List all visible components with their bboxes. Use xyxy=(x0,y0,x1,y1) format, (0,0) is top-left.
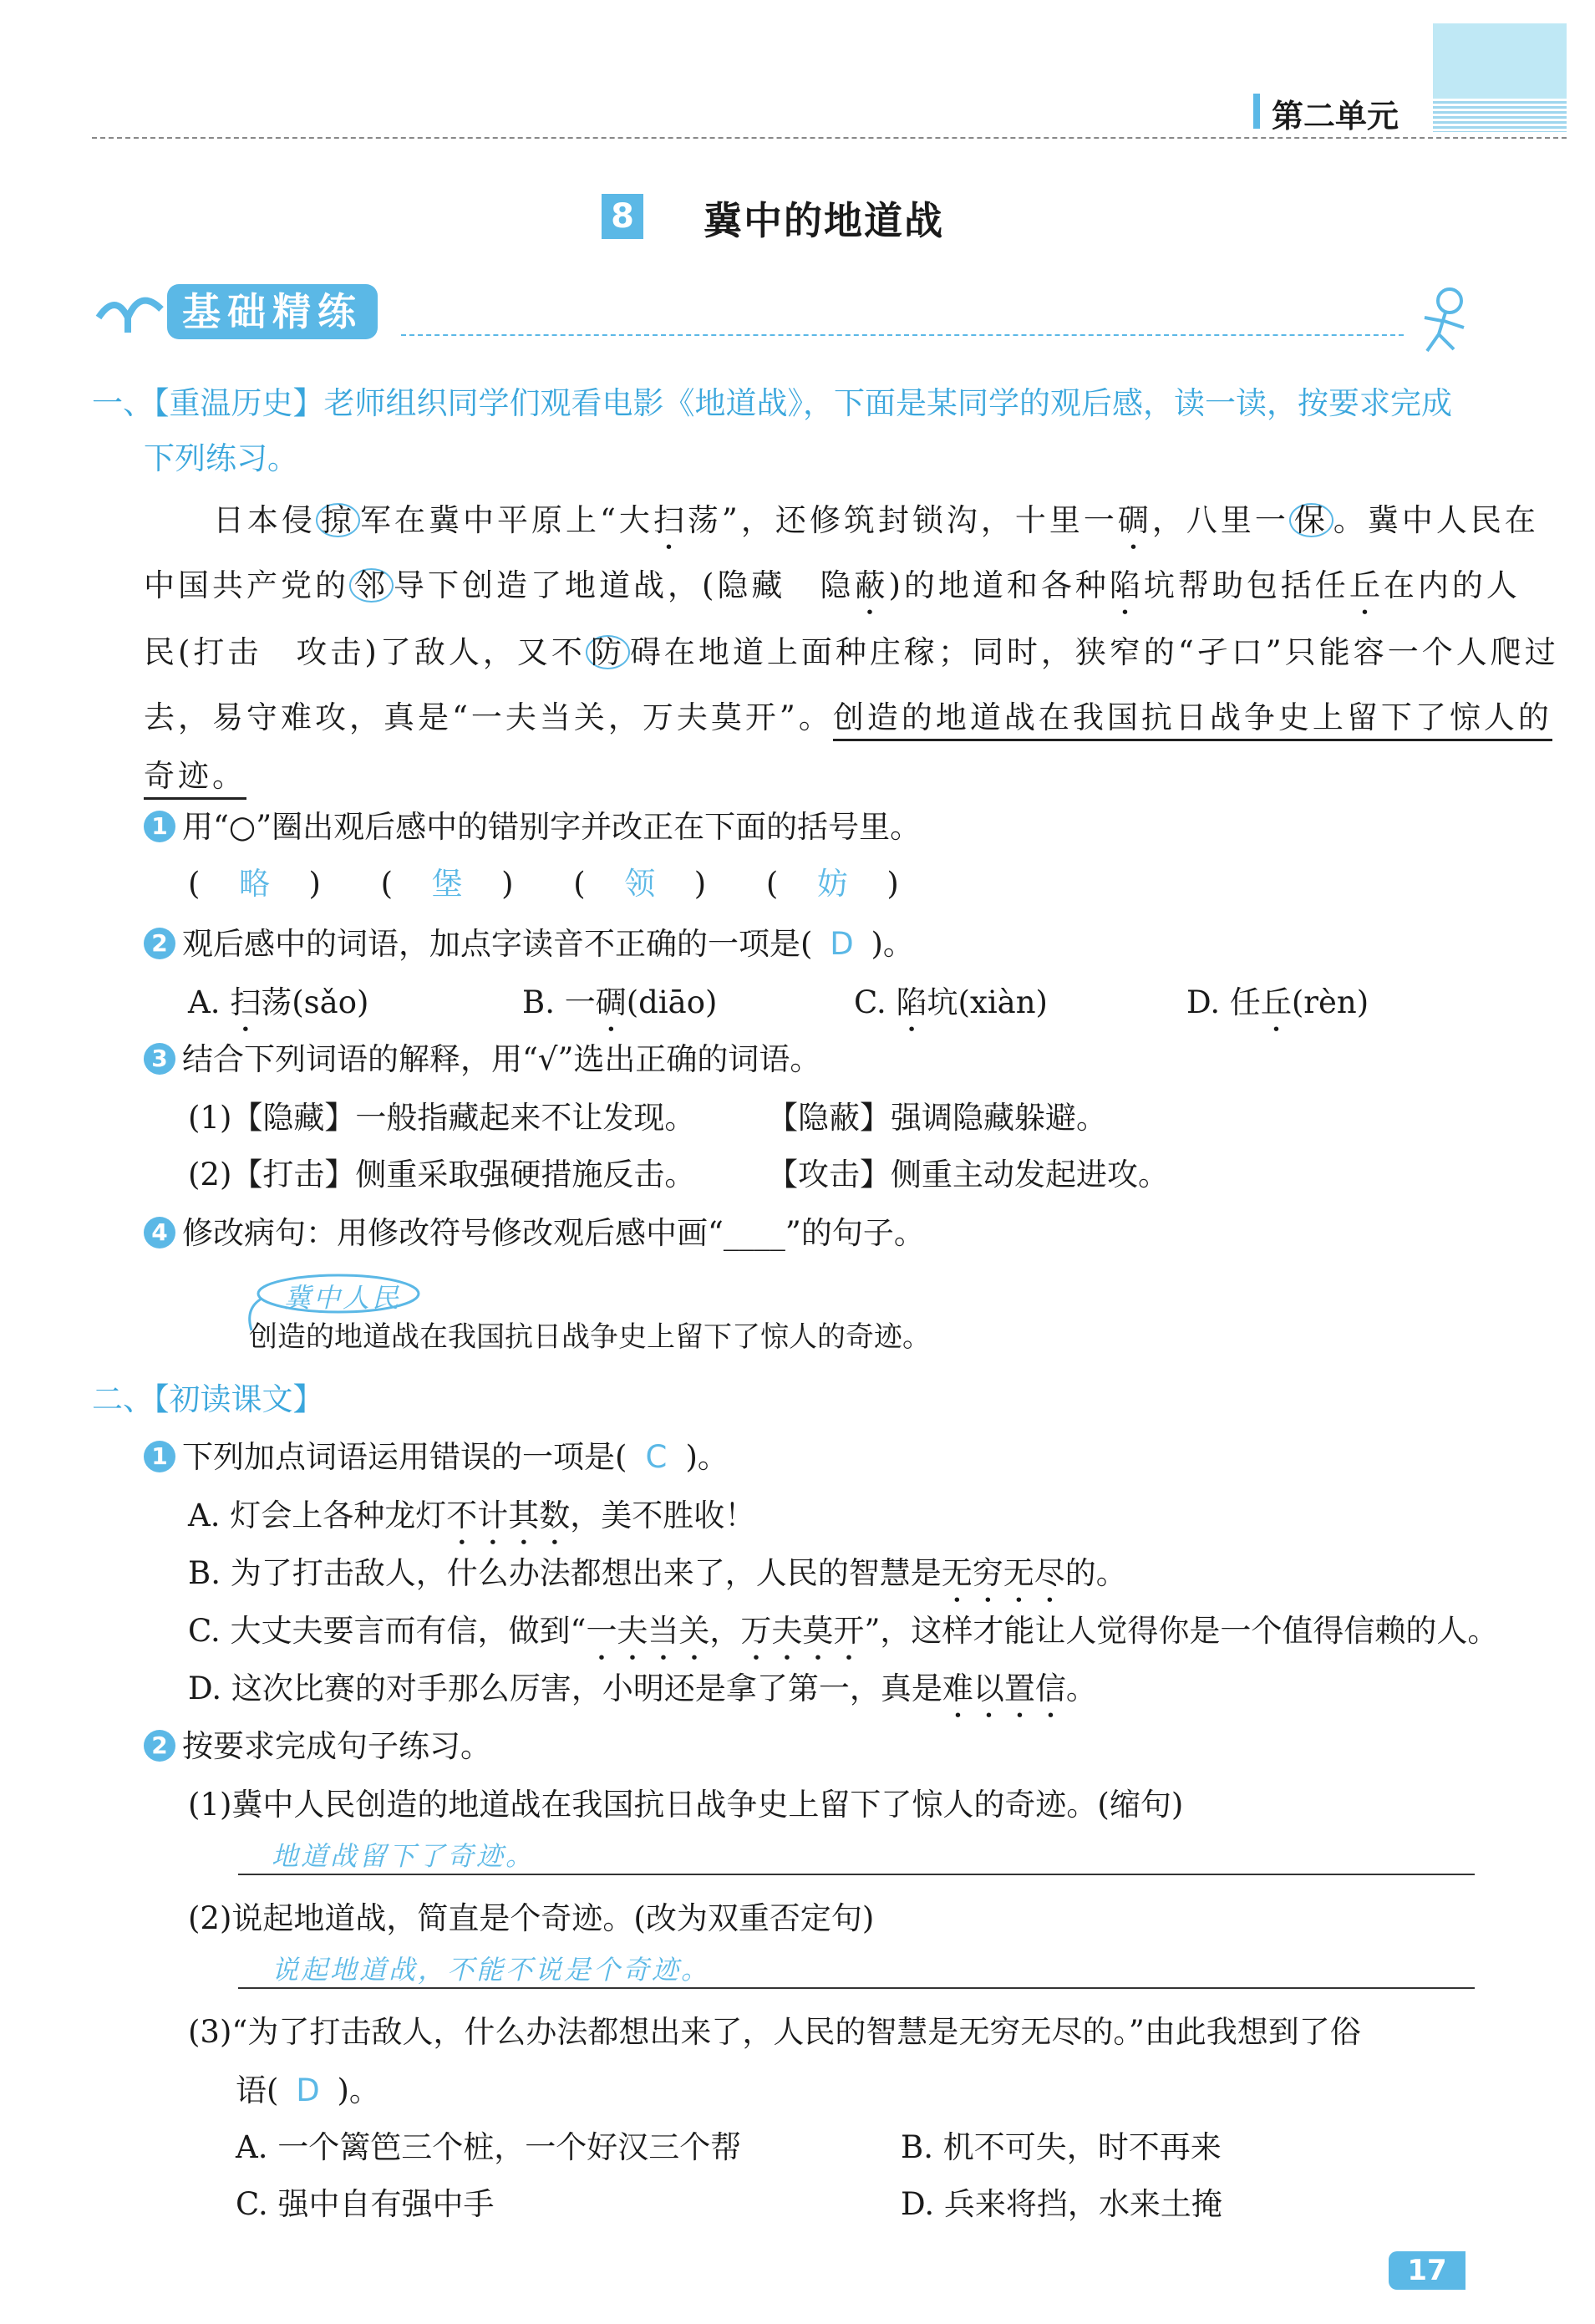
q2-s2: 2 按要求完成句子练习。 xyxy=(144,1723,491,1770)
q2-heading: 二、【初读课文】 xyxy=(92,1381,324,1417)
answer-line xyxy=(238,1987,1475,1989)
circled-char: 防 xyxy=(586,635,630,669)
q2-s2-a2: 说起地道战，不能不说是个奇迹。 xyxy=(272,1954,711,1986)
header-unit-bar xyxy=(1253,94,1260,129)
q1-heading: 一、【重温历史】老师组织同学们观看电影《地道战》，下面是某同学的观后感，读一读，按要求完成 xyxy=(92,385,1452,421)
circled-char: 掠 xyxy=(316,503,360,537)
running-figure-icon xyxy=(1412,284,1479,359)
passage-line-3: 民(打击 攻击)了敌人，又不 防 碍在地道上面种庄稼；同时，狭窄的“孑口”只能容一个人爬过 xyxy=(144,634,1559,670)
q2-s2-p1: (1)冀中人民创造的地道战在我国抗日战争史上留下了惊人的奇迹。(缩句) xyxy=(188,1787,1184,1823)
q2-s1: 1 下列加点词语运用错误的一项是( C )。 xyxy=(144,1434,729,1481)
header-stripes xyxy=(1433,99,1567,132)
q2-s2-p2: (2)说起地道战，简直是个奇迹。(改为双重否定句) xyxy=(188,1900,875,1936)
sprout-icon xyxy=(90,284,165,334)
q1-s2-opt-c: C. 陷坑(xiàn) xyxy=(854,984,1048,1020)
q1-heading-cont: 下列练习。 xyxy=(144,440,298,476)
q1-s3-r2b: 【攻击】侧重主动发起进攻。 xyxy=(767,1157,1169,1193)
q2-s1-a: A. 灯会上各种龙灯不计其数，美不胜收！ xyxy=(188,1498,756,1533)
q1-s3-r1a: (1)【隐藏】一般指藏起来不让发现。 xyxy=(188,1100,696,1136)
circled-char: 邻 xyxy=(349,568,394,603)
question-number: 3 xyxy=(144,1043,175,1075)
q2-s2-a1: 地道战留下了奇迹。 xyxy=(272,1840,536,1872)
q1-s2-opt-a: A. 扫荡(sǎo) xyxy=(188,984,369,1020)
section-banner xyxy=(167,284,378,339)
section-banner-label: 基础精练 xyxy=(182,289,363,334)
q1-s2-opt-b: B. 一碉(diāo) xyxy=(522,984,718,1020)
passage-line-1: 日本侵 掠 军在冀中平原上“大扫荡”，还修筑封锁沟，十里一碉，八里一 保 。冀中人民在 xyxy=(213,502,1539,538)
q1-s1-answers: ( 略 ) ( 堡 ) ( 领 ) ( 妨 ) xyxy=(188,866,899,902)
banner-dashed-rule xyxy=(401,334,1404,336)
q1-s3-r2a: (2)【打击】侧重采取强硬措施反击。 xyxy=(188,1157,696,1193)
q1-s4-sentence: 创造的地道战在我国抗日战争史上留下了惊人的奇迹。 xyxy=(249,1320,931,1354)
q1-s4: 4 修改病句：用修改符号修改观后感中画“____”的句子。 xyxy=(144,1210,925,1257)
q1-s3: 3 结合下列词语的解释，用“√”选出正确的词语。 xyxy=(144,1036,820,1083)
passage-line-4: 去，易守难攻，真是“一夫当关，万夫莫开”。创造的地道战在我国抗日战争史上留下了惊人的 xyxy=(144,692,1552,737)
q1-s2-opt-d: D. 任丘(rèn) xyxy=(1186,984,1369,1020)
question-number: 2 xyxy=(144,1730,175,1762)
insert-text: 冀中人民 xyxy=(284,1282,402,1314)
q2-s2-optC: C. 强中自有强中手 xyxy=(236,2186,495,2222)
q1-s3-r1b: 【隐蔽】强调隐藏躲避。 xyxy=(767,1100,1107,1136)
q2-s2-p3b: 语( D )。 xyxy=(236,2072,380,2108)
q2-s2-optD: D. 兵来将挡，水来土掩 xyxy=(901,2186,1222,2222)
q2-s1-d: D. 这次比赛的对手那么厉害，小明还是拿了第一，真是难以置信。 xyxy=(188,1671,1097,1706)
q2-s1-b: B. 为了打击敌人，什么办法都想出来了，人民的智慧是无穷无尽的。 xyxy=(188,1555,1127,1591)
answer-line xyxy=(238,1874,1475,1875)
question-number: 1 xyxy=(144,811,175,842)
lesson-number-badge: 8 xyxy=(602,194,643,239)
passage-line-2: 中国共产党的 邻 导下创造了地道战，(隐藏 隐蔽)的地道和各种陷坑帮助包括任丘在内的人 xyxy=(144,567,1521,603)
lesson-title: 冀中的地道战 xyxy=(704,198,944,243)
q1-s1: 1 用“○”圈出观后感中的错别字并改正在下面的括号里。 xyxy=(144,804,921,851)
passage-line-5: 奇迹。 xyxy=(144,750,246,796)
circled-char: 保 xyxy=(1289,503,1333,537)
q2-s2-optA: A. 一个篱笆三个桩，一个好汉三个帮 xyxy=(236,2129,742,2165)
question-number: 2 xyxy=(144,928,175,959)
header-unit: 第二单元 xyxy=(1272,98,1399,135)
q2-s2-optB: B. 机不可失，时不再来 xyxy=(901,2129,1222,2165)
page-number: 17 xyxy=(1389,2251,1465,2290)
question-number: 1 xyxy=(144,1441,175,1472)
q2-s1-c: C. 大丈夫要言而有信，做到“一夫当关，万夫莫开”，这样才能让人觉得你是一个值得信赖的人。 xyxy=(188,1613,1499,1649)
question-number: 4 xyxy=(144,1217,175,1248)
q1-s2: 2 观后感中的词语，加点字读音不正确的一项是( D )。 xyxy=(144,921,914,968)
q2-s2-p3a: (3)“为了打击敌人，什么办法都想出来了，人民的智慧是无穷无尽的。”由此我想到了俗 xyxy=(188,2014,1361,2050)
header-dashed-rule xyxy=(92,137,1567,139)
